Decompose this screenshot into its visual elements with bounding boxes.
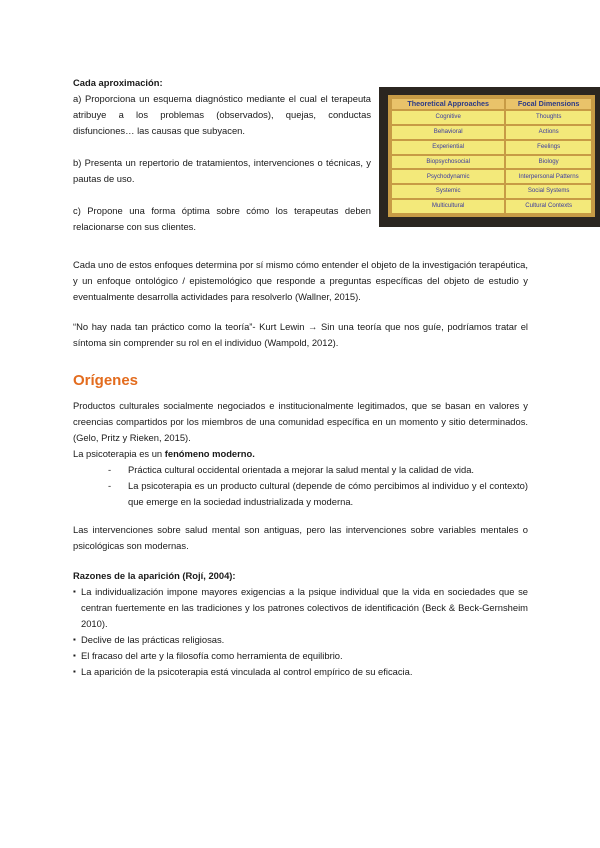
dimension-cell: Cultural Contexts: [506, 200, 591, 213]
approaches-table-frame: [388, 95, 595, 217]
approach-cell: Multicultural: [392, 200, 504, 213]
list-item: ▪ El fracaso del arte y la filosofía como herramienta de equilibrio.: [73, 648, 528, 664]
approach-heading: Cada aproximación:: [73, 77, 163, 88]
origenes-bullet-list: [73, 462, 528, 510]
approach-cell: Systemic: [392, 185, 504, 198]
approach-item-c: c) Propone una forma óptima sobre cómo los terapeutas deben relacionarse con sus clientes.: [73, 205, 371, 232]
paragraph-lewin-quote: “No hay nada tan práctico como la teoría”- Kurt Lewin → Sin una teoría que nos guíe, podríamos tratar el síntoma sin comprender su rol en el individuo (Wampold, 2012).: [73, 321, 528, 348]
list-item: ▪ La individualización impone mayores exigencias a la psique individual que la vida en sociedades que se centran fuertemente en las tradiciones y los patrones colectivos de identificación (Beck & Beck-Gernsheim 2010).: [73, 584, 528, 632]
table-header-row: [392, 99, 591, 109]
table-row: [392, 111, 591, 124]
approach-section: [73, 75, 371, 251]
section-title-origenes: Orígenes: [73, 372, 139, 389]
dimension-cell: Actions: [506, 126, 591, 139]
origenes-intro: Productos culturales socialmente negociados e institucionalmente legitimados, que se basan en valores y creencias compartidos por los miembros de una comunidad específica en un momento y sitio determinados. (Gelo, Pritz y Rieken, 2015).: [73, 400, 528, 443]
razones-section: [73, 568, 528, 680]
list-item: - La psicoterapia es un producto cultural (depende de cómo percibimos al individuo y el contexto) que emerge en la sociedad industrializada y moderna.: [108, 478, 528, 510]
table-row: [392, 126, 591, 139]
table-row: [392, 185, 591, 198]
table-row: [392, 141, 591, 154]
fenomeno-moderno-line: [73, 446, 528, 462]
header-focal-dimensions: Focal Dimensions: [506, 99, 591, 109]
table-row: [392, 156, 591, 169]
table-row: [392, 170, 591, 183]
fenomeno-prefix: La psicoterapia es un: [73, 448, 165, 459]
approach-cell: Behavioral: [392, 126, 504, 139]
approach-cell: Psychodynamic: [392, 170, 504, 183]
approach-cell: Cognitive: [392, 111, 504, 124]
paragraph-intervenciones: Las intervenciones sobre salud mental son antiguas, pero las intervenciones sobre variables mentales o psicológicas son modernas.: [73, 524, 528, 551]
approaches-table-image: [379, 87, 600, 227]
approach-cell: Biopsychosocial: [392, 156, 504, 169]
dimension-cell: Feelings: [506, 141, 591, 154]
approaches-table: [390, 97, 593, 215]
list-item: ▪ La aparición de la psicoterapia está vinculada al control empírico de su eficacia.: [73, 664, 528, 680]
razones-heading: Razones de la aparición (Rojí, 2004):: [73, 570, 236, 581]
header-theoretical-approaches: Theoretical Approaches: [392, 99, 504, 109]
fenomeno-bold: fenómeno moderno.: [164, 448, 255, 459]
dimension-cell: Thoughts: [506, 111, 591, 124]
razones-list: [73, 584, 528, 680]
dimension-cell: Biology: [506, 156, 591, 169]
dimension-cell: Interpersonal Patterns: [506, 170, 591, 183]
dimension-cell: Social Systems: [506, 185, 591, 198]
origenes-section: [73, 398, 528, 510]
approach-cell: Experiential: [392, 141, 504, 154]
list-item: ▪ Declive de las prácticas religiosas.: [73, 632, 528, 648]
table-row: [392, 200, 591, 213]
paragraph-objeto: Cada uno de estos enfoques determina por sí mismo cómo entender el objeto de la investigación terapéutica, y un enfoque ontológico / epistemológico que responde a preguntas específicas del objeto de estudio y eventualmente desarrolla actividades para resolverlo (Wallner, 2015).: [73, 259, 528, 302]
list-item: - Práctica cultural occidental orientada a mejorar la salud mental y la calidad de vida.: [108, 462, 528, 478]
approach-item-a: a) Proporciona un esquema diagnóstico mediante el cual el terapeuta atribuye a los problemas (observados), quejas, conductas disfunciones… las causas que subyacen.: [73, 93, 371, 136]
approach-item-b: b) Presenta un repertorio de tratamientos, intervenciones o técnicas, y pautas de uso.: [73, 157, 371, 184]
